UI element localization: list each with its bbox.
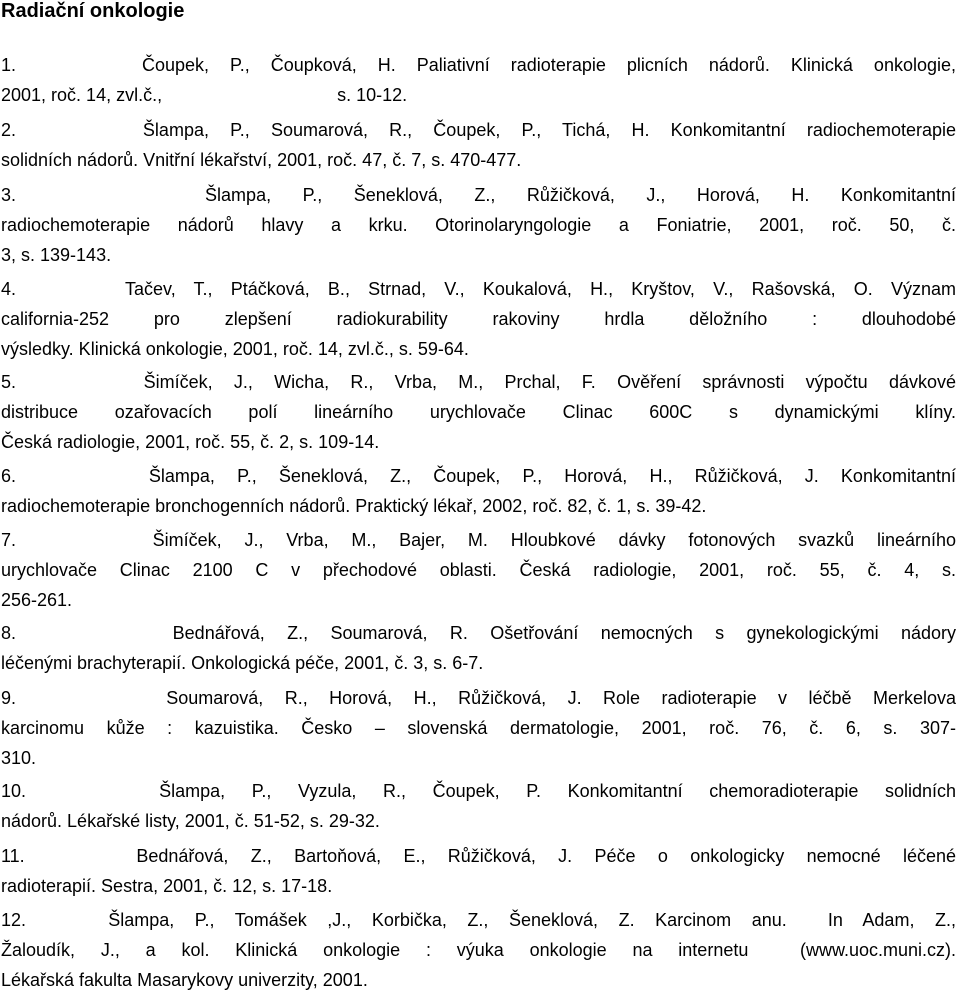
reference-line: 310. bbox=[1, 748, 37, 768]
reference-line: radiochemoterapie bronchogenních nádorů. Praktický lékař, 2002, roč. 82, č. 1, s. 39-42. bbox=[1, 496, 707, 516]
reference-line: 11. Bednářová, Z., Bartoňová, E., Růžičková, J. Péče o onkologicky nemocné léčené bbox=[1, 846, 956, 866]
page-title: Radiační onkologie bbox=[1, 0, 185, 22]
reference-line: 7. Šimíček, J., Vrba, M., Bajer, M. Hloubkové dávky fotonových svazků lineárního bbox=[1, 530, 956, 550]
reference-line: Lékařská fakulta Masarykovy univerzity, 2001. bbox=[1, 970, 368, 990]
reference-line: karcinomu kůže : kazuistika. Česko – slovenská dermatologie, 2001, roč. 76, č. 6, s. 307- bbox=[1, 718, 956, 738]
reference-item bbox=[1, 905, 956, 995]
reference-line: výsledky. Klinická onkologie, 2001, roč. 14, zvl.č., s. 59-64. bbox=[1, 339, 469, 359]
reference-item bbox=[1, 50, 956, 110]
reference-line: california-252 pro zlepšení radiokurability rakoviny hrdla děložního : dlouhodobé bbox=[1, 309, 956, 329]
reference-line: 9. Soumarová, R., Horová, H., Růžičková, J. Role radioterapie v léčbě Merkelova bbox=[1, 688, 956, 708]
reference-line: nádorů. Lékařské listy, 2001, č. 51-52, s. 29-32. bbox=[1, 811, 380, 831]
reference-line: 10. Šlampa, P., Vyzula, R., Čoupek, P. Konkomitantní chemoradioterapie solidních bbox=[1, 781, 956, 801]
reference-line: Žaloudík, J., a kol. Klinická onkologie : výuka onkologie na internetu (www.uoc.muni.cz). bbox=[1, 940, 956, 960]
reference-item bbox=[1, 180, 956, 270]
reference-line: 5. Šimíček, J., Wicha, R., Vrba, M., Prchal, F. Ověření správnosti výpočtu dávkové bbox=[1, 372, 956, 392]
reference-item bbox=[1, 841, 956, 901]
reference-line: 256-261. bbox=[1, 590, 73, 610]
reference-item bbox=[1, 367, 956, 457]
reference-line: léčenými brachyterapií. Onkologická péče, 2001, č. 3, s. 6-7. bbox=[1, 653, 484, 673]
reference-line: 8. Bednářová, Z., Soumarová, R. Ošetřování nemocných s gynekologickými nádory bbox=[1, 623, 956, 643]
reference-item bbox=[1, 683, 956, 773]
reference-line: Česká radiologie, 2001, roč. 55, č. 2, s. 109-14. bbox=[1, 432, 380, 452]
reference-item bbox=[1, 274, 956, 364]
reference-line: 2. Šlampa, P., Soumarová, R., Čoupek, P., Tichá, H. Konkomitantní radiochemoterapie bbox=[1, 120, 956, 140]
reference-line: 12. Šlampa, P., Tomášek ,J., Korbička, Z., Šeneklová, Z. Karcinom anu. In Adam, Z., bbox=[1, 910, 956, 930]
reference-line: distribuce ozařovacích polí lineárního urychlovače Clinac 600C s dynamickými klíny. bbox=[1, 402, 956, 422]
reference-item bbox=[1, 776, 956, 836]
reference-line: urychlovače Clinac 2100 C v přechodové oblasti. Česká radiologie, 2001, roč. 55, č. 4, s. bbox=[1, 560, 956, 580]
reference-line: 2001, roč. 14, zvl.č., s. 10-12. bbox=[1, 85, 408, 105]
reference-item bbox=[1, 115, 956, 175]
reference-line: 3, s. 139-143. bbox=[1, 245, 112, 265]
reference-item bbox=[1, 618, 956, 678]
reference-line: 1. Čoupek, P., Čoupková, H. Paliativní radioterapie plicních nádorů. Klinická onkologie, bbox=[1, 55, 956, 75]
reference-line: 4. Tačev, T., Ptáčková, B., Strnad, V., Koukalová, H., Kryštov, V., Rašovská, O. Význam bbox=[1, 279, 956, 299]
reference-line: radiochemoterapie nádorů hlavy a krku. Otorinolaryngologie a Foniatrie, 2001, roč. 50, č. bbox=[1, 215, 956, 235]
reference-line: 3. Šlampa, P., Šeneklová, Z., Růžičková, J., Horová, H. Konkomitantní bbox=[1, 185, 956, 205]
reference-item bbox=[1, 525, 956, 615]
reference-line: 6. Šlampa, P., Šeneklová, Z., Čoupek, P., Horová, H., Růžičková, J. Konkomitantní bbox=[1, 466, 956, 486]
reference-line: solidních nádorů. Vnitřní lékařství, 2001, roč. 47, č. 7, s. 470-477. bbox=[1, 150, 522, 170]
reference-item bbox=[1, 461, 956, 521]
reference-line: radioterapií. Sestra, 2001, č. 12, s. 17-18. bbox=[1, 876, 333, 896]
